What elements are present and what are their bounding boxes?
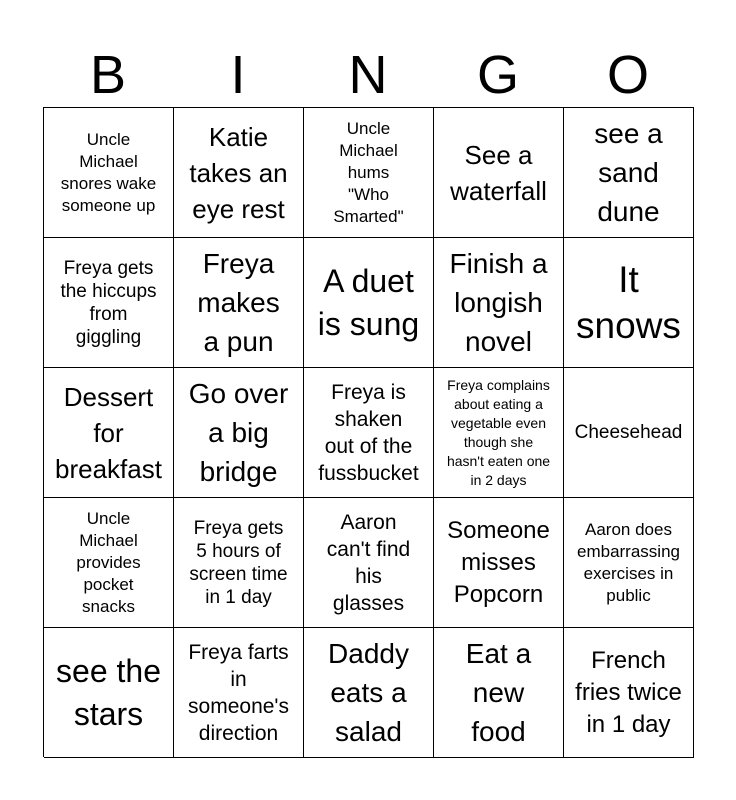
bingo-cell[interactable]: A duet is sung [304, 238, 434, 368]
header-letter-i: I [230, 45, 246, 105]
bingo-cell[interactable]: Freya makes a pun [174, 238, 304, 368]
bingo-cell[interactable]: Eat a new food [434, 628, 564, 758]
header-letter-n: N [348, 45, 388, 105]
bingo-cell[interactable]: Go over a big bridge [174, 368, 304, 498]
bingo-cell[interactable]: Dessert for breakfast [44, 368, 174, 498]
bingo-cell[interactable]: see the stars [44, 628, 174, 758]
bingo-cell[interactable]: Freya gets 5 hours of screen time in 1 day [174, 498, 304, 628]
bingo-cell[interactable]: Uncle Michael snores wake someone up [44, 108, 174, 238]
header-letter-g: G [476, 45, 519, 105]
bingo-cell[interactable]: Freya farts in someone's direction [174, 628, 304, 758]
bingo-cell[interactable]: Daddy eats a salad [304, 628, 434, 758]
bingo-cell[interactable]: Aaron can't find his glasses [304, 498, 434, 628]
bingo-cell[interactable]: Finish a longish novel [434, 238, 564, 368]
bingo-cell[interactable]: Cheesehead [564, 368, 694, 498]
bingo-cell[interactable]: Aaron does embarrassing exercises in public [564, 498, 694, 628]
bingo-cell[interactable]: Freya complains about eating a vegetable even though she hasn't eaten one in 2 days [434, 368, 564, 498]
bingo-cell[interactable]: Katie takes an eye rest [174, 108, 304, 238]
bingo-board [43, 107, 694, 757]
bingo-cell[interactable]: Uncle Michael provides pocket snacks [44, 498, 174, 628]
bingo-cell[interactable]: See a waterfall [434, 108, 564, 238]
bingo-cell[interactable]: see a sand dune [564, 108, 694, 238]
bingo-header [43, 44, 693, 106]
bingo-cell[interactable]: Uncle Michael hums "Who Smarted" [304, 108, 434, 238]
bingo-cell[interactable]: Someone misses Popcorn [434, 498, 564, 628]
bingo-cell[interactable]: Freya gets the hiccups from giggling [44, 238, 174, 368]
bingo-cell[interactable]: French fries twice in 1 day [564, 628, 694, 758]
bingo-cell[interactable]: It snows [564, 238, 694, 368]
header-letter-b: B [89, 45, 127, 105]
header-letter-o: O [606, 45, 649, 105]
bingo-cell[interactable]: Freya is shaken out of the fussbucket [304, 368, 434, 498]
